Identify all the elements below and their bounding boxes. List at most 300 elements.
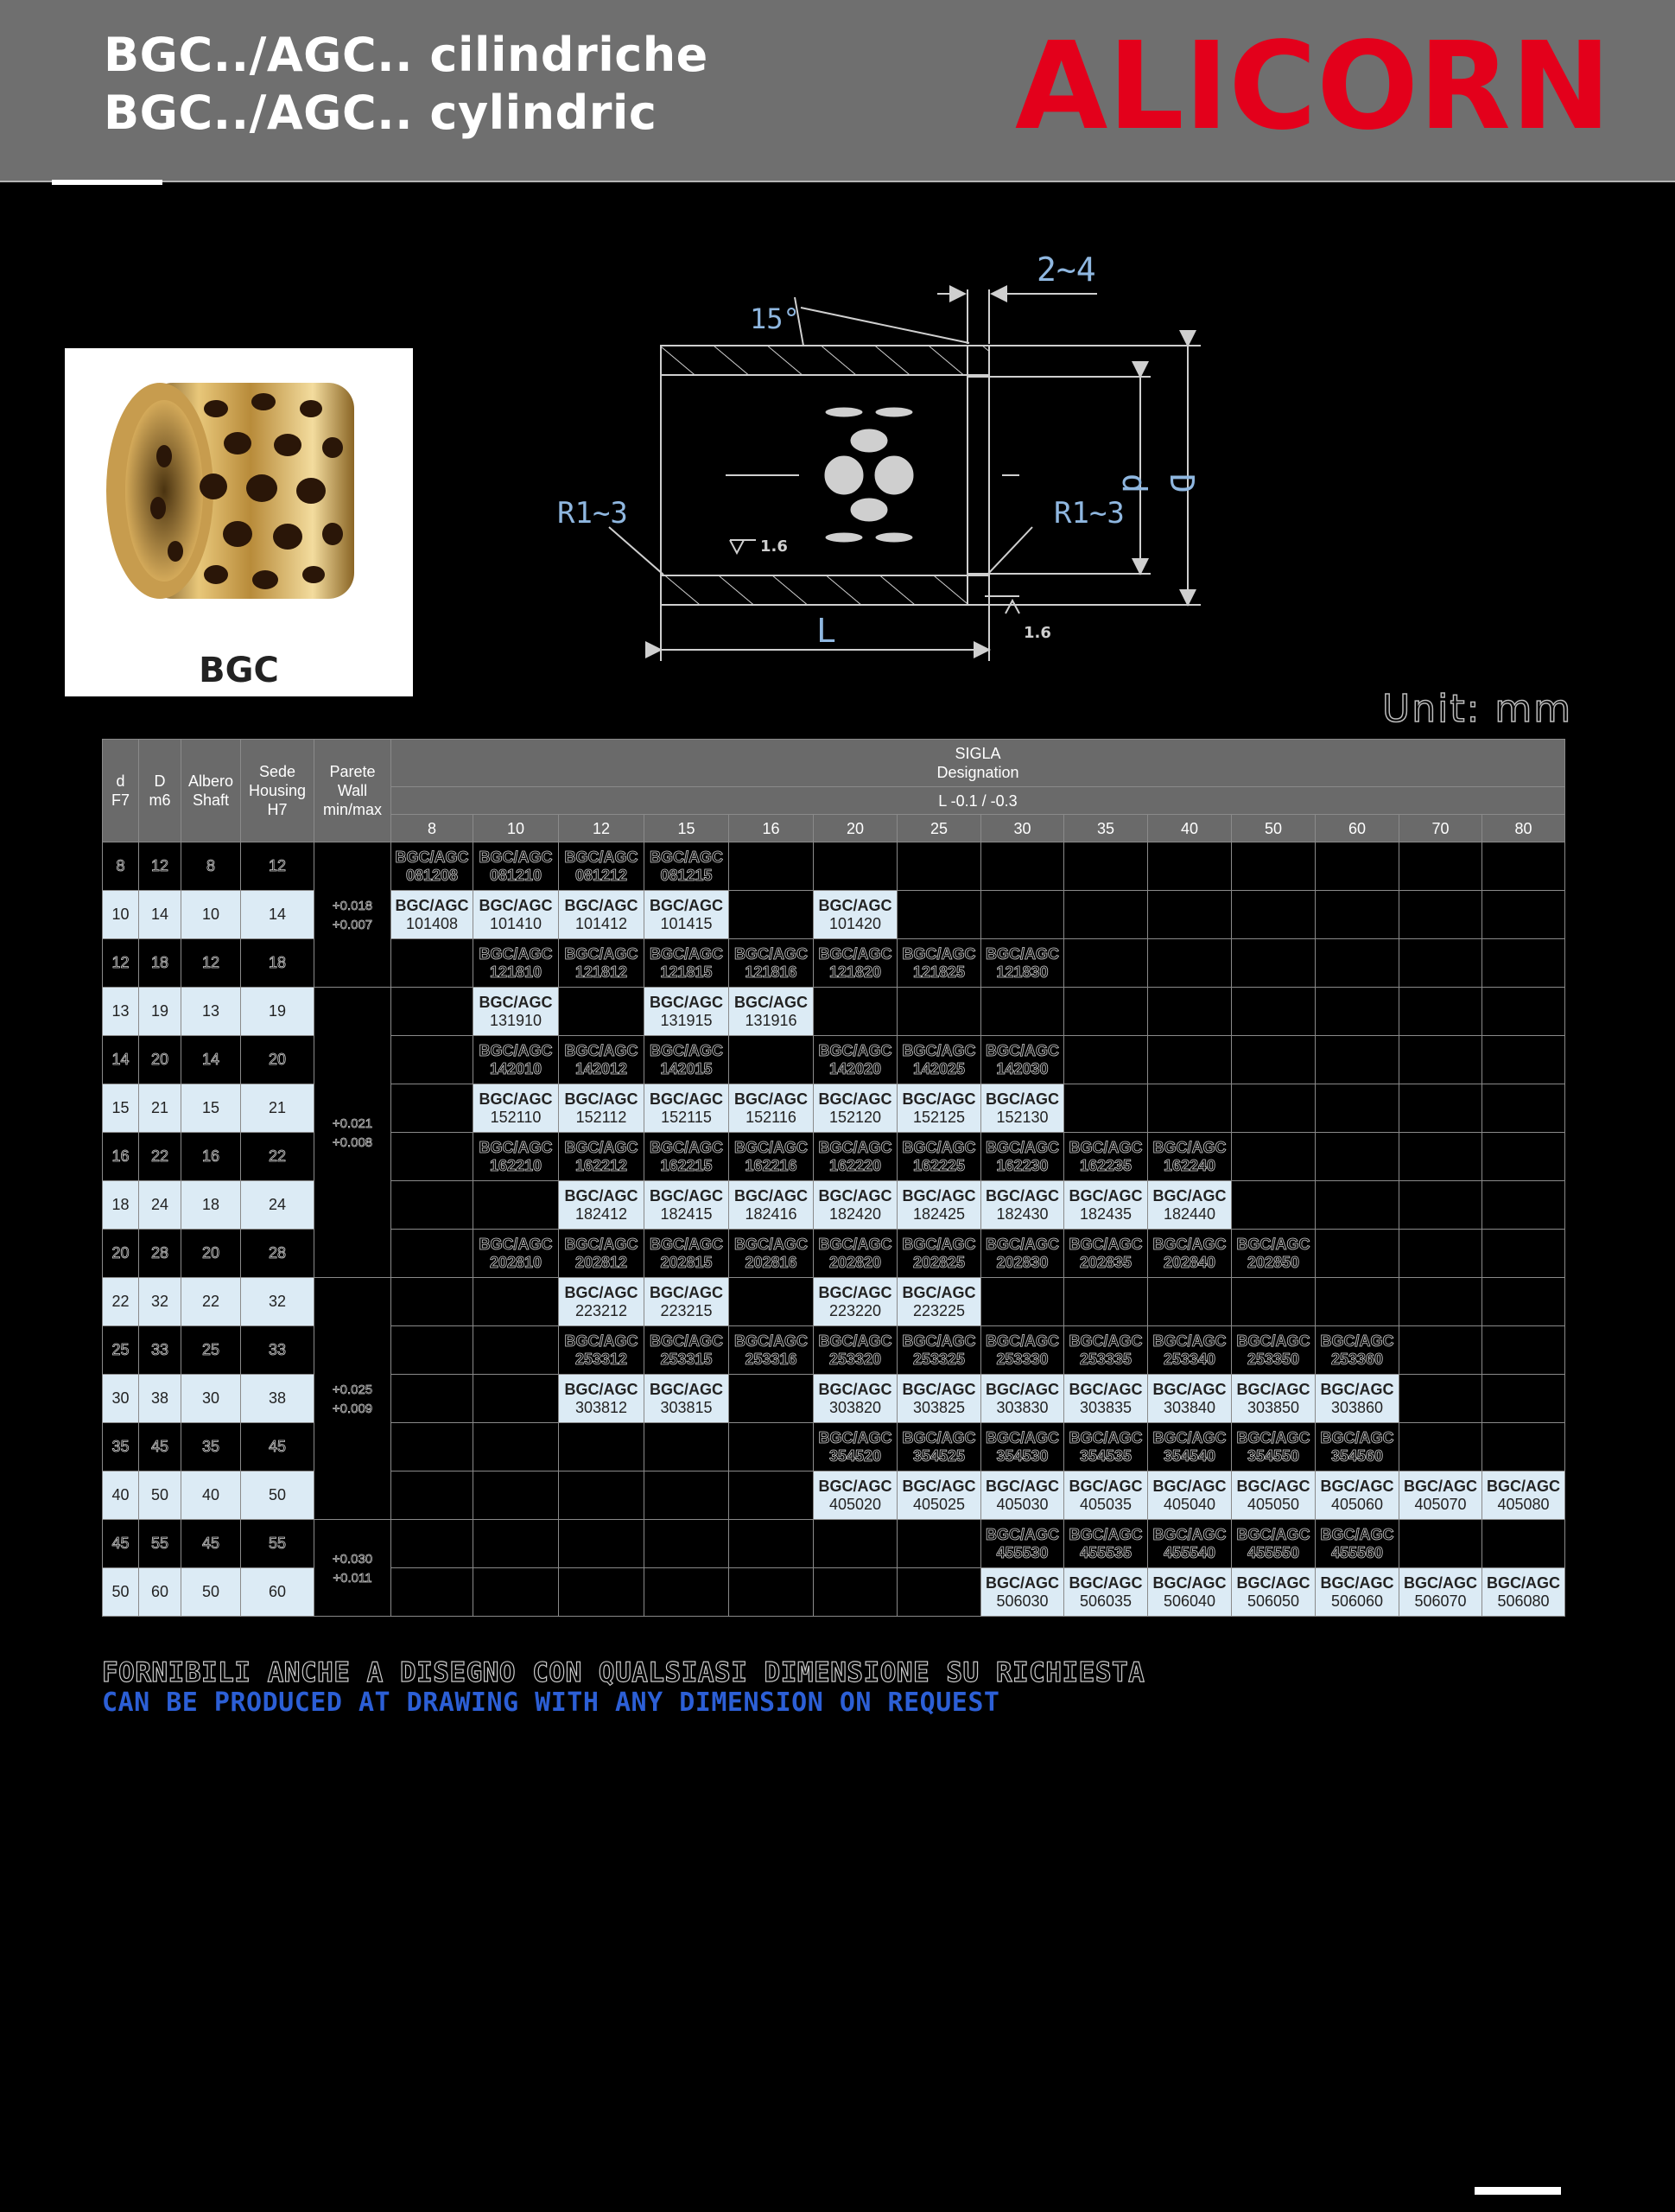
table-cell xyxy=(473,988,559,1036)
designation-code: 142012 xyxy=(574,1059,628,1077)
designation-code: 303812 xyxy=(574,1398,628,1416)
designation-prefix: BGC/AGC xyxy=(564,1041,638,1059)
cell-shaft: 13 xyxy=(201,1002,220,1020)
table-cell xyxy=(644,1423,729,1471)
designation-prefix: BGC/AGC xyxy=(564,1380,638,1398)
table-cell xyxy=(814,1181,898,1230)
table-cell xyxy=(644,1133,729,1181)
table-cell xyxy=(473,1036,559,1084)
cell-D: 60 xyxy=(150,1583,169,1600)
cell-shaft: 40 xyxy=(201,1486,220,1503)
cell-d: 50 xyxy=(111,1583,130,1600)
title-italian: BGC../AGC.. cilindriche xyxy=(104,28,708,82)
designation-code: 354530 xyxy=(996,1446,1049,1465)
cell-D: 33 xyxy=(150,1341,169,1358)
table-cell xyxy=(729,988,814,1036)
table-cell xyxy=(729,1230,814,1278)
designation-prefix: BGC/AGC xyxy=(1236,1235,1310,1253)
designation-prefix: BGC/AGC xyxy=(902,944,976,963)
designation-prefix: BGC/AGC xyxy=(1236,1428,1310,1446)
table-cell xyxy=(473,842,559,891)
table-cell xyxy=(729,939,814,988)
designation-code: 142015 xyxy=(660,1059,713,1077)
table-cell xyxy=(644,1230,729,1278)
length-header-50: 50 xyxy=(1232,815,1316,842)
designation-prefix: BGC/AGC xyxy=(1152,1477,1227,1495)
cell-shaft: 14 xyxy=(201,1051,220,1068)
designation-prefix: BGC/AGC xyxy=(902,1041,976,1059)
table-cell xyxy=(898,1568,981,1617)
designation-code: 202812 xyxy=(574,1253,628,1271)
table-cell xyxy=(1148,1471,1232,1520)
designation-prefix: BGC/AGC xyxy=(650,896,723,914)
table-cell xyxy=(729,842,814,891)
header-length-tolerance: L -0.1 / -0.3 xyxy=(391,787,1565,815)
table-cell xyxy=(981,1326,1064,1375)
cell-shaft: 10 xyxy=(201,906,220,923)
wall-tolerance: +0.030 +0.011 xyxy=(332,1551,373,1586)
designation-code: 303860 xyxy=(1330,1398,1384,1416)
designation-prefix: BGC/AGC xyxy=(902,1138,976,1156)
designation-code: 303840 xyxy=(1163,1398,1216,1416)
table-cell xyxy=(473,1471,559,1520)
header-D: D m6 xyxy=(139,740,181,842)
designation-code: 202810 xyxy=(489,1253,542,1271)
table-cell xyxy=(1399,1230,1482,1278)
designation-code: 303830 xyxy=(996,1398,1049,1416)
designation-code: 162216 xyxy=(745,1156,797,1174)
table-cell xyxy=(814,1568,898,1617)
designation-code: 182415 xyxy=(660,1205,713,1223)
table-cell xyxy=(1316,891,1399,939)
table-cell xyxy=(1148,1278,1232,1326)
designation-prefix: BGC/AGC xyxy=(734,1186,808,1205)
designation-code: 405070 xyxy=(1414,1495,1467,1513)
table-cell xyxy=(981,988,1064,1036)
cell-d: 30 xyxy=(111,1389,130,1407)
table-cell xyxy=(1482,988,1565,1036)
table-cell xyxy=(729,1278,814,1326)
designation-code: 142010 xyxy=(489,1059,542,1077)
table-cell xyxy=(1316,939,1399,988)
designation-prefix: BGC/AGC xyxy=(479,1138,553,1156)
table-cell xyxy=(729,1568,814,1617)
designation-code: 162212 xyxy=(574,1156,628,1174)
table-cell xyxy=(644,939,729,988)
table-cell xyxy=(1232,842,1316,891)
designation-code: 101415 xyxy=(660,914,713,932)
roughness-inner: 1.6 xyxy=(760,537,788,556)
designation-code: 101408 xyxy=(405,914,459,932)
table-cell xyxy=(1482,1375,1565,1423)
cell-d: 16 xyxy=(111,1147,130,1165)
table-cell xyxy=(898,988,981,1036)
designation-code: 253350 xyxy=(1247,1350,1300,1368)
designation-prefix: BGC/AGC xyxy=(564,1235,638,1253)
table-cell xyxy=(559,1133,644,1181)
designation-code: 405025 xyxy=(912,1495,966,1513)
designation-prefix: BGC/AGC xyxy=(986,1573,1059,1592)
cell-shaft: 30 xyxy=(201,1389,220,1407)
table-cell xyxy=(559,1471,644,1520)
designation-prefix: BGC/AGC xyxy=(818,1380,892,1398)
cell-D: 28 xyxy=(150,1244,169,1262)
designation-prefix: BGC/AGC xyxy=(734,993,808,1011)
table-cell xyxy=(1064,1133,1148,1181)
table-cell xyxy=(1482,1278,1565,1326)
designation-code: 081212 xyxy=(574,866,628,884)
table-cell xyxy=(559,1084,644,1133)
designation-prefix: BGC/AGC xyxy=(986,1186,1059,1205)
table-cell xyxy=(1064,1375,1148,1423)
inner-diameter-label: d xyxy=(1115,474,1153,493)
designation-code: 405035 xyxy=(1079,1495,1133,1513)
designation-prefix: BGC/AGC xyxy=(902,1090,976,1108)
table-cell xyxy=(1232,1471,1316,1520)
table-cell xyxy=(814,1230,898,1278)
table-cell xyxy=(814,1278,898,1326)
cell-housing: 55 xyxy=(268,1535,287,1552)
cell-housing: 33 xyxy=(268,1341,287,1358)
designation-prefix: BGC/AGC xyxy=(1404,1573,1477,1592)
table-cell xyxy=(1064,1036,1148,1084)
designation-prefix: BGC/AGC xyxy=(479,1041,553,1059)
cell-D: 45 xyxy=(150,1438,169,1455)
header-shaft: Albero Shaft xyxy=(181,740,241,842)
cell-housing: 18 xyxy=(268,954,287,971)
table-cell xyxy=(559,1181,644,1230)
designation-code: 253360 xyxy=(1330,1350,1384,1368)
designation-code: 223225 xyxy=(912,1301,966,1319)
table-cell xyxy=(1232,939,1316,988)
table-cell xyxy=(981,1423,1064,1471)
designation-code: 121820 xyxy=(828,963,882,981)
table-cell xyxy=(1482,1036,1565,1084)
designation-prefix: BGC/AGC xyxy=(902,1428,976,1446)
designation-code: 303825 xyxy=(912,1398,966,1416)
table-cell xyxy=(814,1133,898,1181)
designation-prefix: BGC/AGC xyxy=(564,1186,638,1205)
table-cell xyxy=(981,842,1064,891)
table-cell xyxy=(1316,1133,1399,1181)
table-cell xyxy=(1148,1326,1232,1375)
table-cell xyxy=(1148,842,1232,891)
table-cell xyxy=(729,891,814,939)
table-cell xyxy=(1316,1375,1399,1423)
table-cell xyxy=(729,1036,814,1084)
designation-code: 182420 xyxy=(828,1205,882,1223)
table-cell xyxy=(981,1084,1064,1133)
table-cell xyxy=(1316,1278,1399,1326)
designation-prefix: BGC/AGC xyxy=(479,993,553,1011)
table-cell xyxy=(1316,1181,1399,1230)
designation-code: 152120 xyxy=(828,1108,882,1126)
designation-code: 506050 xyxy=(1247,1592,1300,1610)
designation-prefix: BGC/AGC xyxy=(1069,1573,1143,1592)
table-cell xyxy=(1399,842,1482,891)
designation-prefix: BGC/AGC xyxy=(1069,1235,1143,1253)
table-row xyxy=(103,1520,1565,1568)
table-cell xyxy=(981,1520,1064,1568)
table-cell xyxy=(473,1278,559,1326)
designation-prefix: BGC/AGC xyxy=(818,1138,892,1156)
designation-prefix: BGC/AGC xyxy=(479,944,553,963)
designation-code: 182425 xyxy=(912,1205,966,1223)
designation-prefix: BGC/AGC xyxy=(1236,1525,1310,1543)
table-cell xyxy=(1232,1326,1316,1375)
table-cell xyxy=(559,1278,644,1326)
length-header-16: 16 xyxy=(729,815,814,842)
table-cell xyxy=(1399,988,1482,1036)
designation-prefix: BGC/AGC xyxy=(650,1186,723,1205)
designation-code: 506030 xyxy=(996,1592,1049,1610)
table-cell xyxy=(1399,1471,1482,1520)
designation-code: 253312 xyxy=(574,1350,628,1368)
table-cell xyxy=(391,1278,473,1326)
cell-housing: 19 xyxy=(268,1002,287,1020)
table-cell xyxy=(729,1326,814,1375)
cell-D: 22 xyxy=(150,1147,169,1165)
table-cell xyxy=(1316,1471,1399,1520)
table-cell xyxy=(1482,891,1565,939)
cell-D: 20 xyxy=(150,1051,169,1068)
designation-prefix: BGC/AGC xyxy=(986,1477,1059,1495)
designation-prefix: BGC/AGC xyxy=(818,1041,892,1059)
designation-prefix: BGC/AGC xyxy=(902,1235,976,1253)
table-cell xyxy=(1064,1471,1148,1520)
designation-code: 121816 xyxy=(745,963,797,981)
designation-code: 253316 xyxy=(745,1350,797,1368)
table-cell xyxy=(1148,891,1232,939)
table-cell xyxy=(981,1568,1064,1617)
table-cell xyxy=(1482,1084,1565,1133)
cell-shaft: 18 xyxy=(201,1196,220,1213)
table-cell xyxy=(473,891,559,939)
designation-prefix: BGC/AGC xyxy=(1069,1138,1143,1156)
table-cell xyxy=(981,1278,1064,1326)
table-cell xyxy=(559,1326,644,1375)
table-cell xyxy=(559,1423,644,1471)
designation-code: 253315 xyxy=(660,1350,713,1368)
table-cell xyxy=(814,1375,898,1423)
cell-housing: 14 xyxy=(268,906,287,923)
table-cell xyxy=(898,1326,981,1375)
table-cell xyxy=(981,1133,1064,1181)
table-cell xyxy=(473,1520,559,1568)
cell-shaft: 20 xyxy=(201,1244,220,1262)
table-cell xyxy=(729,1520,814,1568)
designation-prefix: BGC/AGC xyxy=(818,1428,892,1446)
table-cell xyxy=(1232,1084,1316,1133)
table-cell xyxy=(1399,1423,1482,1471)
table-cell xyxy=(1482,1326,1565,1375)
designation-prefix: BGC/AGC xyxy=(479,1235,553,1253)
table-cell xyxy=(729,1181,814,1230)
cell-shaft: 15 xyxy=(201,1099,220,1116)
header-divider xyxy=(0,181,1675,182)
table-row xyxy=(103,988,1565,1036)
length-header-60: 60 xyxy=(1316,815,1399,842)
wall-tolerance: +0.025 +0.009 xyxy=(332,1382,373,1416)
cell-D: 21 xyxy=(150,1099,169,1116)
table-cell xyxy=(1064,1084,1148,1133)
cell-d: 35 xyxy=(111,1438,130,1455)
designation-prefix: BGC/AGC xyxy=(650,1041,723,1059)
table-cell xyxy=(1399,1084,1482,1133)
table-cell xyxy=(1399,891,1482,939)
designation-prefix: BGC/AGC xyxy=(902,1332,976,1350)
designation-code: 182416 xyxy=(745,1205,797,1223)
designation-prefix: BGC/AGC xyxy=(564,896,638,914)
table-cell xyxy=(1064,939,1148,988)
designation-prefix: BGC/AGC xyxy=(818,1477,892,1495)
designation-code: 121815 xyxy=(660,963,713,981)
table-cell xyxy=(391,988,473,1036)
table-cell xyxy=(1482,1230,1565,1278)
designation-prefix: BGC/AGC xyxy=(1320,1332,1394,1350)
cell-d: 8 xyxy=(116,857,125,874)
table-cell xyxy=(814,1423,898,1471)
table-cell xyxy=(391,1423,473,1471)
designation-prefix: BGC/AGC xyxy=(564,1332,638,1350)
footer-bar xyxy=(1475,2187,1561,2195)
length-header-8: 8 xyxy=(391,815,473,842)
designation-code: 202850 xyxy=(1247,1253,1300,1271)
table-cell xyxy=(898,842,981,891)
table-cell xyxy=(1148,1084,1232,1133)
designation-prefix: BGC/AGC xyxy=(986,1525,1059,1543)
table-cell xyxy=(391,1520,473,1568)
table-cell xyxy=(644,988,729,1036)
designation-prefix: BGC/AGC xyxy=(1236,1380,1310,1398)
table-row xyxy=(103,1278,1565,1326)
header-housing: Sede Housing H7 xyxy=(241,740,314,842)
table-cell xyxy=(898,1181,981,1230)
table-cell xyxy=(1064,1181,1148,1230)
designation-code: 081210 xyxy=(489,866,542,884)
designation-prefix: BGC/AGC xyxy=(1320,1477,1394,1495)
cell-d: 14 xyxy=(111,1051,130,1068)
designation-prefix: BGC/AGC xyxy=(986,1041,1059,1059)
table-cell xyxy=(644,1181,729,1230)
designation-code: 142030 xyxy=(996,1059,1049,1077)
roughness-outer: 1.6 xyxy=(1024,624,1051,642)
designation-prefix: BGC/AGC xyxy=(986,1138,1059,1156)
table-cell xyxy=(1148,939,1232,988)
table-cell xyxy=(1064,1520,1148,1568)
designation-code: 152110 xyxy=(490,1108,542,1126)
designation-prefix: BGC/AGC xyxy=(479,1090,553,1108)
designation-prefix: BGC/AGC xyxy=(986,944,1059,963)
table-cell xyxy=(473,1568,559,1617)
table-cell xyxy=(559,842,644,891)
cell-d: 15 xyxy=(111,1099,130,1116)
table-cell xyxy=(898,1084,981,1133)
table-cell xyxy=(644,842,729,891)
table-cell xyxy=(1316,988,1399,1036)
table-cell xyxy=(644,1471,729,1520)
designation-prefix: BGC/AGC xyxy=(1069,1380,1143,1398)
designation-prefix: BGC/AGC xyxy=(650,1332,723,1350)
designation-prefix: BGC/AGC xyxy=(1487,1477,1560,1495)
length-header-12: 12 xyxy=(559,815,644,842)
cell-shaft: 8 xyxy=(206,857,215,874)
designation-prefix: BGC/AGC xyxy=(1069,1428,1143,1446)
designation-prefix: BGC/AGC xyxy=(564,848,638,866)
table-cell xyxy=(391,1181,473,1230)
header-d: d F7 xyxy=(103,740,139,842)
length-header-80: 80 xyxy=(1482,815,1565,842)
table-cell xyxy=(559,1230,644,1278)
designation-prefix: BGC/AGC xyxy=(1152,1428,1227,1446)
designation-prefix: BGC/AGC xyxy=(650,1235,723,1253)
designation-prefix: BGC/AGC xyxy=(564,1283,638,1301)
designation-code: 152125 xyxy=(912,1108,966,1126)
designation-code: 202830 xyxy=(996,1253,1049,1271)
cell-housing: 12 xyxy=(268,857,287,874)
designation-code: 223220 xyxy=(828,1301,882,1319)
cell-housing: 60 xyxy=(268,1583,287,1600)
wall-tolerance: +0.018 +0.007 xyxy=(332,898,373,932)
designation-code: 182435 xyxy=(1079,1205,1133,1223)
designation-prefix: BGC/AGC xyxy=(1069,1332,1143,1350)
cell-shaft: 25 xyxy=(201,1341,220,1358)
designation-prefix: BGC/AGC xyxy=(1069,1477,1143,1495)
cell-shaft: 45 xyxy=(201,1535,220,1552)
table-cell xyxy=(729,1375,814,1423)
table-cell xyxy=(1316,1520,1399,1568)
designation-prefix: BGC/AGC xyxy=(1152,1573,1227,1592)
table-cell xyxy=(1316,1230,1399,1278)
table-cell xyxy=(1148,1133,1232,1181)
designation-code: 202815 xyxy=(660,1253,713,1271)
table-cell xyxy=(898,1375,981,1423)
designation-code: 354520 xyxy=(828,1446,882,1465)
table-cell xyxy=(898,1133,981,1181)
table-cell xyxy=(1399,1036,1482,1084)
cell-D: 19 xyxy=(150,1002,169,1020)
designation-code: 162220 xyxy=(828,1156,882,1174)
designation-code: 142025 xyxy=(912,1059,966,1077)
table-cell xyxy=(1399,1568,1482,1617)
cell-D: 32 xyxy=(150,1293,169,1310)
designation-code: 121812 xyxy=(574,963,628,981)
designation-prefix: BGC/AGC xyxy=(1320,1380,1394,1398)
table-cell xyxy=(559,1375,644,1423)
designation-prefix: BGC/AGC xyxy=(1152,1186,1227,1205)
designation-code: 455530 xyxy=(996,1543,1049,1561)
cell-shaft: 12 xyxy=(201,954,220,971)
table-cell xyxy=(1148,1181,1232,1230)
designation-prefix: BGC/AGC xyxy=(650,1283,723,1301)
designation-prefix: BGC/AGC xyxy=(1236,1573,1310,1592)
designation-code: 101420 xyxy=(828,914,882,932)
table-cell xyxy=(1232,891,1316,939)
table-cell xyxy=(1148,1568,1232,1617)
designation-code: 354550 xyxy=(1247,1446,1300,1465)
alicorn-logo xyxy=(1011,26,1615,138)
cell-housing: 20 xyxy=(268,1051,287,1068)
spec-table xyxy=(102,739,1565,1617)
designation-prefix: BGC/AGC xyxy=(1152,1138,1227,1156)
table-cell xyxy=(1064,891,1148,939)
designation-code: 405020 xyxy=(828,1495,882,1513)
cell-shaft: 35 xyxy=(201,1438,220,1455)
table-cell xyxy=(1064,1278,1148,1326)
cell-housing: 32 xyxy=(268,1293,287,1310)
table-cell xyxy=(1064,1230,1148,1278)
designation-prefix: BGC/AGC xyxy=(1152,1525,1227,1543)
